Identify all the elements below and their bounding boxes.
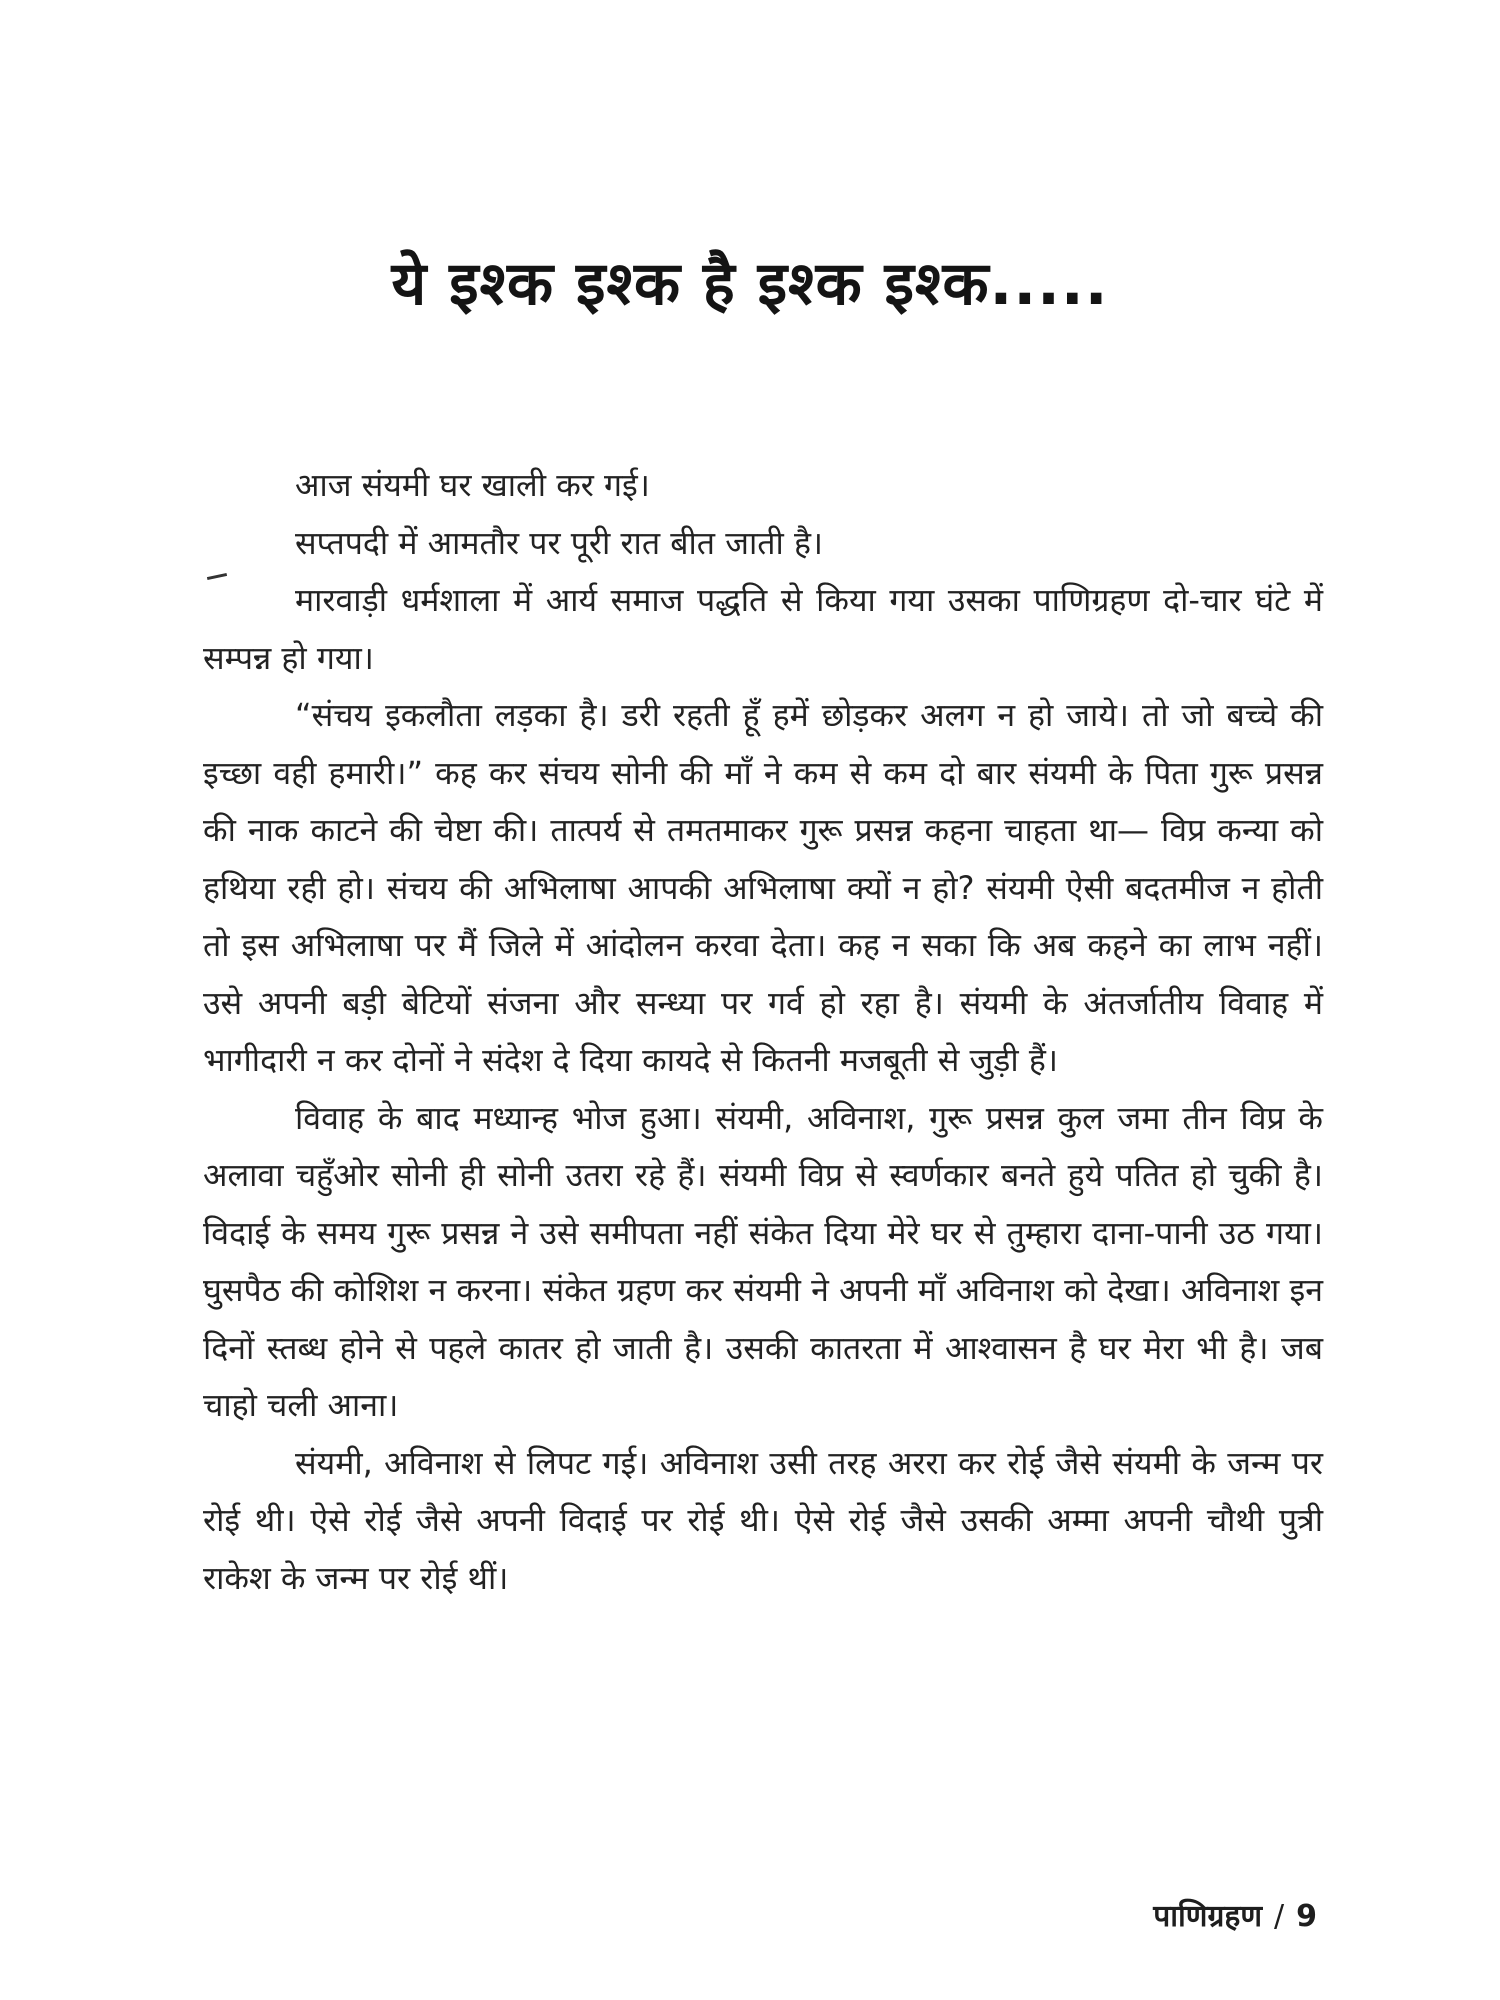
paragraph: सप्तपदी में आमतौर पर पूरी रात बीत जाती है।	[295, 523, 824, 562]
paragraph: मारवाड़ी धर्मशाला में आर्य समाज पद्धति से किया गया उसका पाणिग्रहण दो-चार घंटे में सम्पन्न हो गया।	[203, 581, 1323, 677]
chapter-body	[203, 457, 1323, 1607]
page-number: 9	[1296, 1899, 1317, 1934]
paragraph: विवाह के बाद मध्यान्ह भोज हुआ। संयमी, अविनाश, गुरू प्रसन्न कुल जमा तीन विप्र के अलावा चहुँओर सोनी ही सोनी उतरा रहे हैं। संयमी विप्र से स्वर्णकार बनते हुये पतित हो चुकी है। विदाई के समय गुरू प्रसन्न ने उसे समीपता नहीं संकेत दिया मेरे घर से तुम्हारा दाना-पानी उठ गया। घुसपैठ की कोशिश न करना। संकेत ग्रहण कर संयमी ने अपनी माँ अविनाश को देखा। अविनाश इन दिनों स्तब्ध होने से पहले कातर हो जाती है। उसकी कातरता में आश्वासन है घर मेरा भी है। जब चाहो चली आना।	[203, 1098, 1323, 1424]
paragraph: संयमी, अविनाश से लिपट गई। अविनाश उसी तरह अररा कर रोई जैसे संयमी के जन्म पर रोई थी। ऐसे रोई जैसे अपनी विदाई पर रोई थी। ऐसे रोई जैसे उसकी अम्मा अपनी चौथी पुत्री राकेश के जन्म पर रोई थीं।	[203, 1443, 1323, 1597]
book-title: पाणिग्रहण	[1153, 1899, 1263, 1934]
paragraph: “संचय इकलौता लड़का है। डरी रहती हूँ हमें छोड़कर अलग न हो जाये। तो जो बच्चे की इच्छा वही हमारी।” कह कर संचय सोनी की माँ ने कम से कम दो बार संयमी के पिता गुरू प्रसन्न की नाक काटने की चेष्टा की। तात्पर्य से तमतमाकर गुरू प्रसन्न कहना चाहता था— विप्र कन्या को हथिया रही हो। संचय की अभिलाषा आपकी अभिलाषा क्यों न हो? संयमी ऐसी बदतमीज न होती तो इस अभिलाषा पर मैं जिले में आंदोलन करवा देता। कह न सका कि अब कहने का लाभ नहीं। उसे अपनी बड़ी बेटियों संजना और सन्ध्या पर गर्व हो रहा है। संयमी के अंतर्जातीय विवाह में भागीदारी न कर दोनों ने संदेश दे दिया कायदे से कितनी मजबूती से जुड़ी हैं।	[203, 696, 1323, 1079]
chapter-title: ये इश्क इश्क है इश्क इश्क.....	[391, 249, 1109, 320]
paragraph: आज संयमी घर खाली कर गई।	[295, 466, 650, 504]
footer-separator: /	[1274, 1899, 1285, 1934]
page-footer	[1153, 1894, 1317, 1935]
